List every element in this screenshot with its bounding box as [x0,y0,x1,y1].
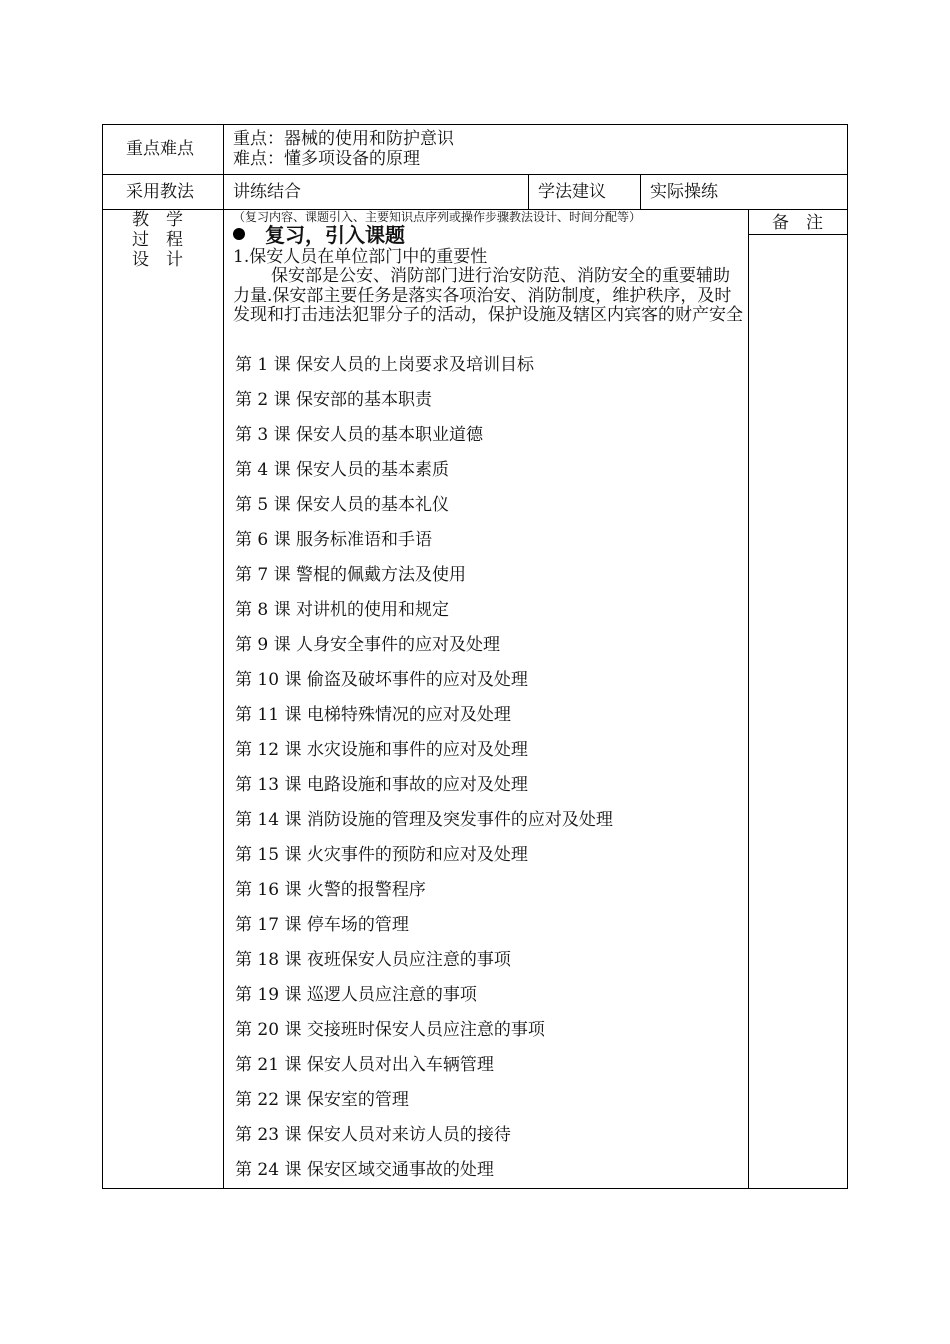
process-label-2: 过 程 [132,230,183,250]
list-item: 第 23 课 保安人员对来访人员的接待 [235,1125,511,1145]
list-item: 第 16 课 火警的报警程序 [235,880,426,900]
list-item: 第 3 课 保安人员的基本职业道德 [235,425,484,445]
list-item: 第 24 课 保安区域交通事故的处理 [235,1160,494,1180]
table-line-study-left [528,174,529,210]
list-item: 第 8 课 对讲机的使用和规定 [235,600,450,620]
method-label: 采用教法 [126,182,194,202]
list-item: 第 13 课 电路设施和事故的应对及处理 [235,775,528,795]
list-item: 第 6 课 服务标准语和手语 [235,530,433,550]
table-border-left [102,124,103,1189]
key-points-label: 重点难点 [126,139,194,159]
list-item: 第 15 课 火灾事件的预防和应对及处理 [235,845,528,865]
list-item: 第 10 课 偷盗及破坏事件的应对及处理 [235,670,528,690]
study-value: 实际操练 [650,182,718,202]
point1-body: 保安部是公安、消防部门进行治安防范、消防安全的重要辅助力量.保安部主要任务是落实各项治安、消防制度，维护秩序，及时发现和打击违法犯罪分子的活动，保护设施及辖区内宾客的财产安全 [233,266,743,325]
method-value: 讲练结合 [233,182,301,202]
table-border-top [102,124,848,125]
key-point-text: 重点：器械的使用和防护意识 [233,129,454,149]
list-item: 第 11 课 电梯特殊情况的应对及处理 [235,705,511,725]
section-heading [233,225,405,245]
list-item: 第 20 课 交接班时保安人员应注意的事项 [235,1020,545,1040]
list-item: 第 22 课 保安室的管理 [235,1090,409,1110]
section-heading-text: 复习，引入课题 [265,223,405,247]
list-item: 第 18 课 夜班保安人员应注意的事项 [235,950,511,970]
bullet-icon [233,228,245,240]
table-line-remarks-col [748,209,749,1189]
process-note: （复习内容、课题引入、主要知识点序列或操作步骤教法设计、时间分配等） [233,210,642,224]
list-item: 第 17 课 停车场的管理 [235,915,409,935]
list-item: 第 7 课 警棍的佩戴方法及使用 [235,565,467,585]
table-border-right [847,124,848,1189]
process-label-1: 教 学 [132,210,183,230]
table-line-study-right [640,174,641,210]
table-line-remarks [748,234,848,235]
list-item: 第 12 课 水灾设施和事件的应对及处理 [235,740,528,760]
list-item: 第 4 课 保安人员的基本素质 [235,460,450,480]
list-item: 第 2 课 保安部的基本职责 [235,390,433,410]
list-item: 第 1 课 保安人员的上岗要求及培训目标 [235,355,535,375]
remarks-label: 备 注 [772,213,823,233]
table-line-row1 [102,174,848,175]
table-border-bottom [102,1188,848,1189]
difficulty-text: 难点：懂多项设备的原理 [233,149,420,169]
list-item: 第 5 课 保安人员的基本礼仪 [235,495,450,515]
process-label-3: 设 计 [132,250,183,270]
list-item: 第 19 课 巡逻人员应注意的事项 [235,985,477,1005]
list-item: 第 14 课 消防设施的管理及突发事件的应对及处理 [235,810,613,830]
list-item: 第 21 课 保安人员对出入车辆管理 [235,1055,494,1075]
point1-title: 1.保安人员在单位部门中的重要性 [233,247,488,267]
list-item: 第 9 课 人身安全事件的应对及处理 [235,635,501,655]
study-label: 学法建议 [538,182,606,202]
table-line-col1 [223,124,224,1189]
